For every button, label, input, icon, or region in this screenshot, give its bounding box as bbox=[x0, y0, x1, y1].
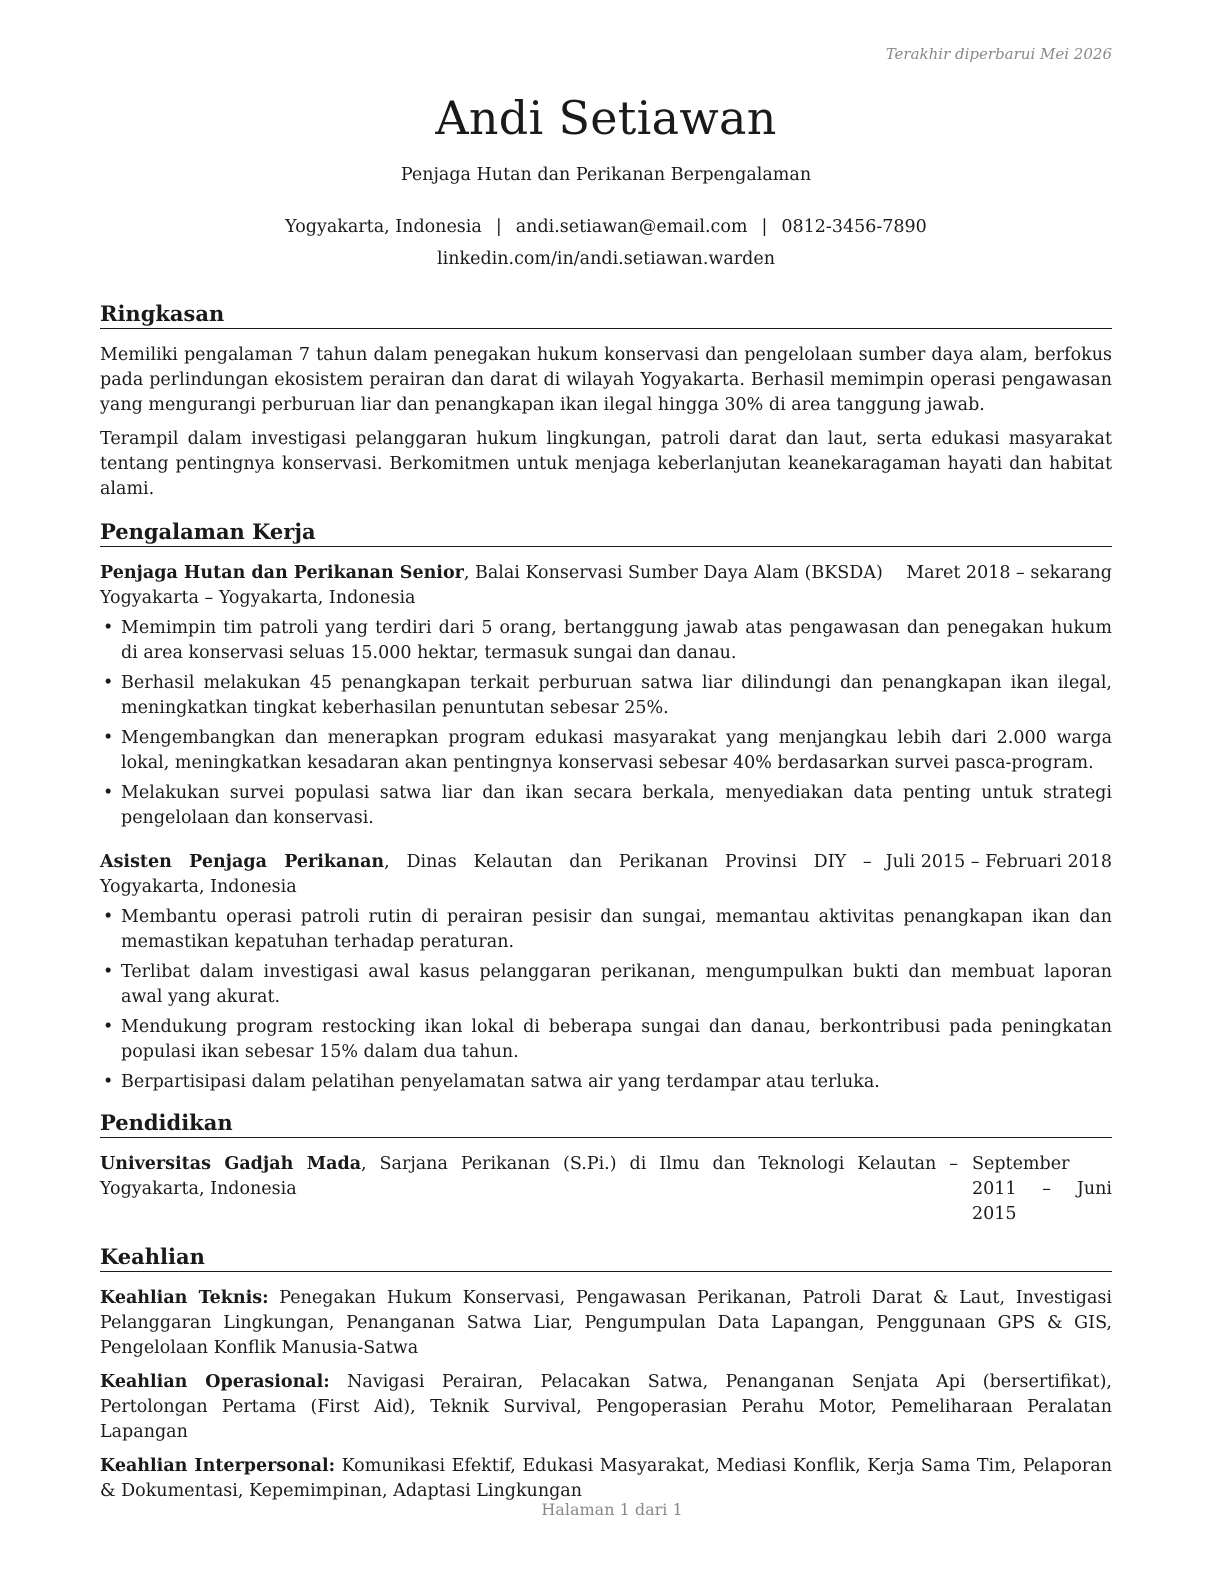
contact-separator: | bbox=[495, 217, 502, 237]
contact-separator: | bbox=[761, 217, 768, 237]
skill-label: Keahlian Operasional: bbox=[100, 1372, 330, 1392]
skill-group bbox=[100, 1454, 1112, 1504]
list-item bbox=[100, 726, 1112, 776]
section-title-summary: Ringkasan bbox=[100, 300, 1112, 329]
skill-text: Penegakan Hukum Konservasi, Pengawasan Perikanan, Patroli Darat & Laut, Investigasi Pelanggaran Lingkungan, Penanganan Satwa Liar, Pengumpulan Data Lapangan, Penggunaan GPS & GIS, Pengelolaan Konflik Manusia-Satwa bbox=[100, 1288, 1112, 1358]
bullet-icon: • bbox=[103, 1072, 114, 1092]
bullet-icon: • bbox=[103, 673, 114, 693]
job-dates: Maret 2018 – sekarang bbox=[906, 563, 1112, 583]
bullet-icon: • bbox=[103, 962, 114, 982]
skill-label: Keahlian Teknis: bbox=[100, 1288, 269, 1308]
job-title-line bbox=[100, 561, 906, 586]
bullet-text: Memimpin tim patroli yang terdiri dari 5 orang, bertanggung jawab atas pengawasan dan penegakan hukum di area konservasi seluas 15.000 hektar, termasuk sungai dan danau. bbox=[121, 618, 1112, 663]
summary-paragraph: Terampil dalam investigasi pelanggaran hukum lingkungan, patroli darat dan laut, serta edukasi masyarakat tentang pentingnya konservasi. Berkomitmen untuk menjaga keberlanjutan keanekaragaman hayati dan habitat alami. bbox=[100, 429, 1112, 499]
job-org: , Balai Konservasi Sumber Daya Alam (BKSDA) bbox=[463, 563, 883, 583]
job-bullets bbox=[100, 905, 1112, 1095]
candidate-name: Andi Setiawan bbox=[435, 91, 777, 145]
contact-email[interactable]: andi.setiawan@email.com bbox=[515, 217, 748, 237]
bullet-text: Mendukung program restocking ikan lokal di beberapa sungai dan danau, berkontribusi pada peningkatan populasi ikan sebesar 15% dalam dua tahun. bbox=[121, 1017, 1112, 1062]
job-header bbox=[100, 561, 1112, 586]
job-header bbox=[100, 850, 1112, 900]
skill-text: Komunikasi Efektif, Edukasi Masyarakat, Mediasi Konflik, Kerja Sama Tim, Pelaporan & Dokumentasi, Kepemimpinan, Adaptasi Lingkungan bbox=[100, 1456, 1113, 1501]
job-org: , Dinas Kelautan dan Perikanan Provinsi DIY – Yogyakarta, Indonesia bbox=[100, 852, 872, 897]
section-title-education: Pendidikan bbox=[100, 1109, 1112, 1138]
bullet-icon: • bbox=[103, 728, 114, 748]
list-item bbox=[100, 905, 1112, 955]
bullet-text: Terlibat dalam investigasi awal kasus pelanggaran perikanan, mengumpulkan bukti dan membuat laporan awal yang akurat. bbox=[121, 962, 1112, 1007]
job-title-line bbox=[100, 850, 886, 900]
list-item bbox=[100, 671, 1112, 721]
job-bullets bbox=[100, 616, 1112, 831]
bullet-text: Berpartisipasi dalam pelatihan penyelamatan satwa air yang terdampar atau terluka. bbox=[121, 1072, 880, 1092]
list-item bbox=[100, 1070, 1112, 1095]
contact-line bbox=[100, 214, 1112, 240]
job-role: Asisten Penjaga Perikanan bbox=[100, 852, 385, 872]
job-entry bbox=[100, 561, 1112, 831]
bullet-icon: • bbox=[103, 1017, 114, 1037]
education-entry bbox=[100, 1152, 1112, 1227]
list-item bbox=[100, 960, 1112, 1010]
section-title-skills: Keahlian bbox=[100, 1243, 1112, 1272]
bullet-text: Mengembangkan dan menerapkan program edukasi masyarakat yang menjangkau lebih dari 2.000 warga lokal, meningkatkan kesadaran akan pentingnya konservasi sebesar 40% berdasarkan survei pasca-program. bbox=[121, 728, 1112, 773]
page-number: Halaman 1 dari 1 bbox=[541, 1500, 683, 1519]
summary-paragraph: Memiliki pengalaman 7 tahun dalam penegakan hukum konservasi dan pengelolaan sumber daya alam, berfokus pada perlindungan ekosistem perairan dan darat di wilayah Yogyakarta. Berhasil memimpin operasi pengawasan yang mengurangi perburuan liar dan penangkapan ikan ilegal hingga 30% di area tanggung jawab. bbox=[100, 345, 1112, 415]
job-role: Penjaga Hutan dan Perikanan Senior bbox=[100, 563, 464, 583]
list-item bbox=[100, 1015, 1112, 1065]
skill-group bbox=[100, 1370, 1112, 1445]
candidate-tagline: Penjaga Hutan dan Perikanan Berpengalaman bbox=[400, 165, 812, 185]
job-dates: Juli 2015 – Februari 2018 bbox=[885, 852, 1112, 872]
education-dates: September 2011 – Juni 2015 bbox=[972, 1154, 1112, 1224]
last-updated: Terakhir diperbarui Mei 2026 bbox=[885, 45, 1112, 63]
bullet-text: Melakukan survei populasi satwa liar dan ikan secara berkala, menyediakan data penting untuk strategi pengelolaan dan konservasi. bbox=[121, 783, 1112, 828]
contact-linkedin[interactable]: linkedin.com/in/andi.setiawan.warden bbox=[437, 249, 775, 269]
skill-group bbox=[100, 1286, 1112, 1361]
bullet-text: Membantu operasi patroli rutin di perairan pesisir dan sungai, memantau aktivitas penangkapan ikan dan memastikan kepatuhan terhadap peraturan. bbox=[121, 907, 1112, 952]
bullet-icon: • bbox=[103, 783, 114, 803]
education-line bbox=[100, 1152, 972, 1227]
bullet-text: Berhasil melakukan 45 penangkapan terkait perburuan satwa liar dilindungi dan penangkapan ikan ilegal, meningkatkan tingkat keberhasilan penuntutan sebesar 25%. bbox=[121, 673, 1112, 718]
education-school: Universitas Gadjah Mada bbox=[100, 1154, 362, 1174]
bullet-icon: • bbox=[103, 907, 114, 927]
list-item bbox=[100, 781, 1112, 831]
section-title-experience: Pengalaman Kerja bbox=[100, 518, 1112, 547]
bullet-icon: • bbox=[103, 618, 114, 638]
education-degree: , Sarjana Perikanan (S.Pi.) di Ilmu dan Teknologi Kelautan – Yogyakarta, Indonesia bbox=[100, 1154, 958, 1199]
job-entry bbox=[100, 850, 1112, 1095]
contact-location: Yogyakarta, Indonesia bbox=[285, 217, 482, 237]
contact-phone: 0812-3456-7890 bbox=[781, 217, 927, 237]
list-item bbox=[100, 616, 1112, 666]
skill-text: Navigasi Perairan, Pelacakan Satwa, Penanganan Senjata Api (bersertifikat), Pertolongan Pertama (First Aid), Teknik Survival, Pengoperasian Perahu Motor, Pemeliharaan Peralatan Lapangan bbox=[100, 1372, 1112, 1442]
job-location: Yogyakarta – Yogyakarta, Indonesia bbox=[100, 588, 416, 608]
skill-label: Keahlian Interpersonal: bbox=[100, 1456, 336, 1476]
